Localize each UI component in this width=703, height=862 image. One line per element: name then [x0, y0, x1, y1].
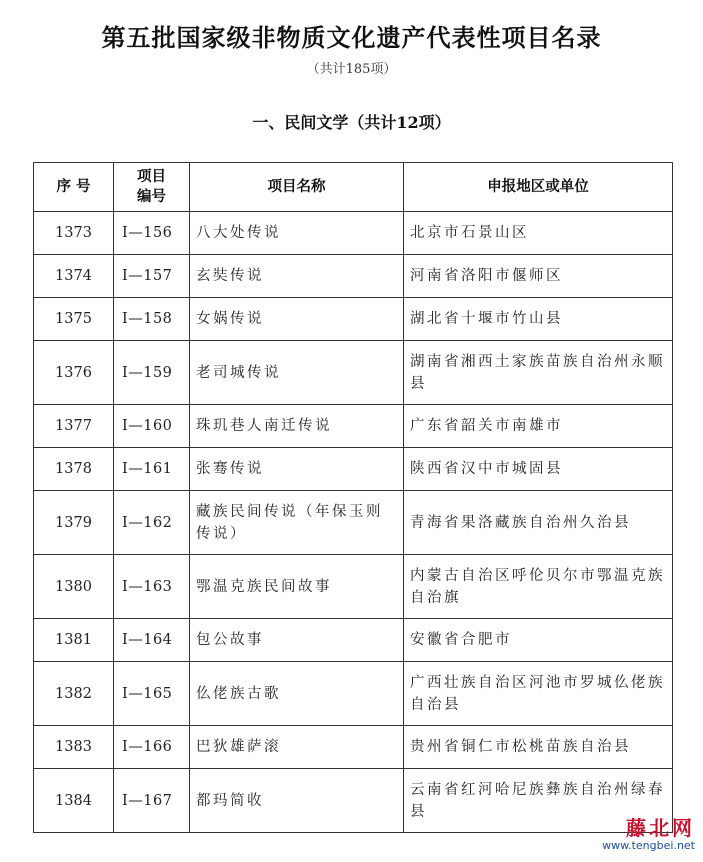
row-region: 内蒙古自治区呼伦贝尔市鄂温克族自治旗	[404, 555, 673, 619]
row-region: 北京市石景山区	[404, 212, 673, 255]
header-name: 项目名称	[190, 163, 404, 212]
row-region: 河南省洛阳市偃师区	[404, 255, 673, 298]
row-name: 珠玑巷人南迁传说	[190, 405, 404, 448]
row-seq: 1373	[34, 212, 114, 255]
row-name: 仫佬族古歌	[190, 662, 404, 726]
watermark	[602, 817, 695, 852]
row-name: 巴狄雄萨滚	[190, 726, 404, 769]
row-name: 张骞传说	[190, 448, 404, 491]
row-code: Ⅰ—160	[114, 405, 190, 448]
row-region: 陕西省汉中市城固县	[404, 448, 673, 491]
table-row	[34, 212, 673, 255]
row-seq: 1383	[34, 726, 114, 769]
table-row	[34, 405, 673, 448]
header-code	[114, 163, 190, 212]
row-seq: 1382	[34, 662, 114, 726]
section-heading: 一、民间文学（共计12项）	[252, 113, 451, 132]
row-region: 云南省红河哈尼族彝族自治州绿春县	[404, 769, 673, 833]
row-seq: 1379	[34, 491, 114, 555]
row-name: 玄奘传说	[190, 255, 404, 298]
table-row	[34, 769, 673, 833]
heritage-table	[33, 162, 673, 833]
row-seq: 1380	[34, 555, 114, 619]
row-name: 女娲传说	[190, 298, 404, 341]
row-name: 八大处传说	[190, 212, 404, 255]
table-row	[34, 491, 673, 555]
row-seq: 1384	[34, 769, 114, 833]
row-region: 湖南省湘西土家族苗族自治州永顺县	[404, 341, 673, 405]
row-name: 都玛简收	[190, 769, 404, 833]
row-seq: 1381	[34, 619, 114, 662]
row-name: 藏族民间传说（年保玉则传说）	[190, 491, 404, 555]
row-code: Ⅰ—158	[114, 298, 190, 341]
header-code-label: 项目编号	[137, 168, 166, 205]
row-code: Ⅰ—164	[114, 619, 190, 662]
row-code: Ⅰ—159	[114, 341, 190, 405]
row-code: Ⅰ—167	[114, 769, 190, 833]
table-row	[34, 555, 673, 619]
table-row	[34, 619, 673, 662]
row-code: Ⅰ—162	[114, 491, 190, 555]
row-name: 老司城传说	[190, 341, 404, 405]
row-region: 湖北省十堰市竹山县	[404, 298, 673, 341]
document-title: 第五批国家级非物质文化遗产代表性项目名录	[101, 23, 602, 52]
row-code: Ⅰ—157	[114, 255, 190, 298]
row-code: Ⅰ—166	[114, 726, 190, 769]
table-row	[34, 662, 673, 726]
row-region: 广东省韶关市南雄市	[404, 405, 673, 448]
header-seq: 序 号	[34, 163, 114, 212]
watermark-url: www.tengbei.net	[602, 839, 695, 852]
row-seq: 1375	[34, 298, 114, 341]
table-header-row	[34, 163, 673, 212]
table-row	[34, 726, 673, 769]
row-code: Ⅰ—165	[114, 662, 190, 726]
header-region: 申报地区或单位	[404, 163, 673, 212]
watermark-logo: 藤北网	[626, 816, 695, 840]
row-name: 鄂温克族民间故事	[190, 555, 404, 619]
row-code: Ⅰ—156	[114, 212, 190, 255]
table-row	[34, 255, 673, 298]
table-row	[34, 448, 673, 491]
row-region: 青海省果洛藏族自治州久治县	[404, 491, 673, 555]
row-seq: 1377	[34, 405, 114, 448]
row-seq: 1374	[34, 255, 114, 298]
row-region: 广西壮族自治区河池市罗城仫佬族自治县	[404, 662, 673, 726]
row-region: 贵州省铜仁市松桃苗族自治县	[404, 726, 673, 769]
document-subtitle: （共计185项）	[306, 62, 397, 77]
row-code: Ⅰ—161	[114, 448, 190, 491]
row-seq: 1376	[34, 341, 114, 405]
row-code: Ⅰ—163	[114, 555, 190, 619]
row-name: 包公故事	[190, 619, 404, 662]
row-region: 安徽省合肥市	[404, 619, 673, 662]
row-seq: 1378	[34, 448, 114, 491]
table-row	[34, 341, 673, 405]
table-row	[34, 298, 673, 341]
